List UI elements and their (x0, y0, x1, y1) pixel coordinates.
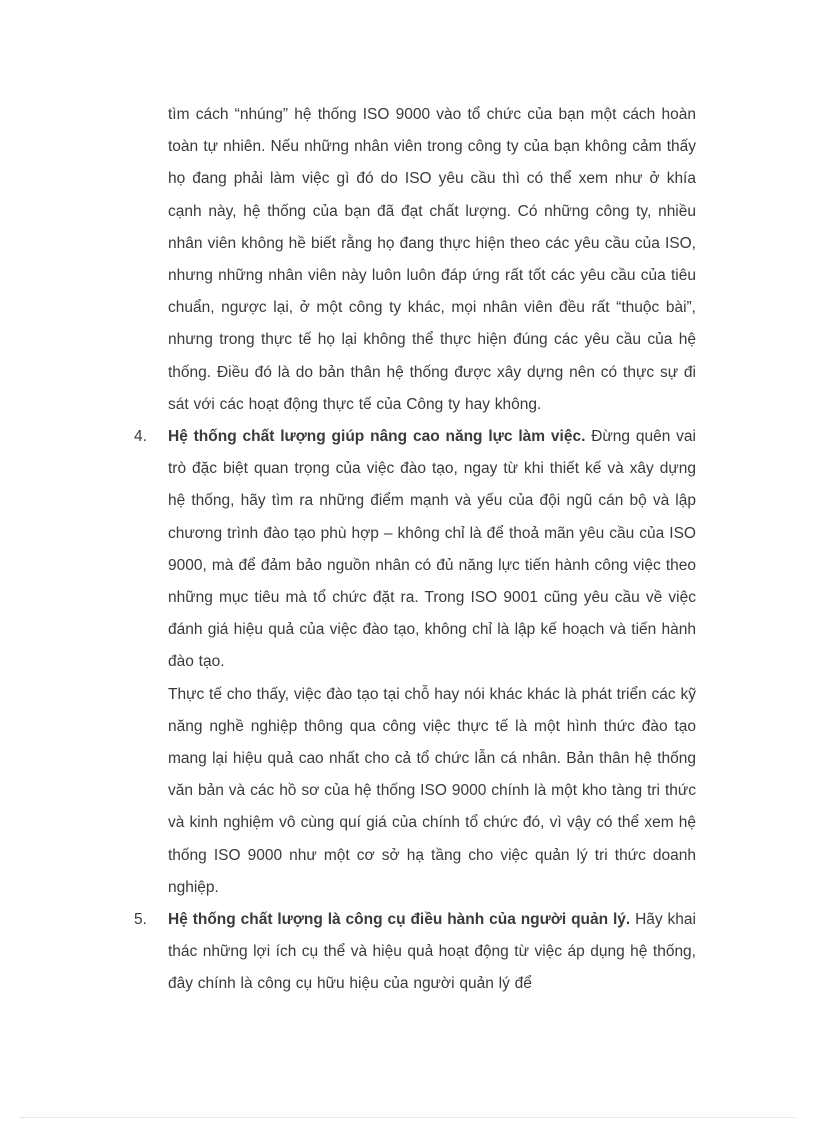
list-item-5 (134, 904, 696, 1001)
page-bottom-divider (20, 1117, 796, 1118)
intro-paragraph: tìm cách “nhúng” hệ thống ISO 9000 vào tổ chức của bạn một cách hoàn toàn tự nhiên. Nếu những nhân viên trong công ty của bạn không cảm thấy họ đang phải làm việc gì đó do ISO yêu cầu thì có thể xem như ở khía cạnh này, hệ thống của bạn đã đạt chất lượng. Có những công ty, nhiều nhân viên không hề biết rằng họ đang thực hiện theo các yêu cầu của ISO, nhưng những nhân viên này luôn luôn đáp ứng rất tốt các yêu cầu của tiêu chuẩn, ngược lại, ở một công ty khác, mọi nhân viên đều rất “thuộc bài”, nhưng trong thực tế họ lại không thể thực hiện đúng các yêu cầu của hệ thống. Điều đó là do bản thân hệ thống được xây dựng nên có thực sự đi sát với các hoạt động thực tế của Công ty hay không. (168, 106, 696, 413)
list-item-4 (134, 421, 696, 679)
list-item-5-text: Hãy khai thác những lợi ích cụ thể và hiệu quả hoạt động từ việc áp dụng hệ thống, đây chính là công cụ hữu hiệu của người quản lý để (168, 911, 696, 993)
list-item-4-heading: Hệ thống chất lượng giúp nâng cao năng lực làm việc. (168, 428, 586, 446)
list-item-4-number: 4. (134, 428, 147, 446)
list-item-5-heading: Hệ thống chất lượng là công cụ điều hành của người quản lý. (168, 911, 631, 929)
list-item-4-followup-paragraph: Thực tế cho thấy, việc đào tạo tại chỗ hay nói khác khác là phát triển các kỹ năng nghề nghiệp thông qua công việc thực tế là một hình thức đào tạo mang lại hiệu quả cao nhất cho cả tổ chức lẫn cá nhân. Bản thân hệ thống văn bản và các hồ sơ của hệ thống ISO 9000 chính là một kho tàng tri thức và kinh nghiệm vô cùng quí giá của chính tổ chức đó, vì vậy có thể xem hệ thống ISO 9000 như một cơ sở hạ tầng cho việc quản lý tri thức doanh nghiệp. (168, 685, 696, 896)
list-item-4-text: Đừng quên vai trò đặc biệt quan trọng của việc đào tạo, ngay từ khi thiết kế và xây dựng hệ thống, hãy tìm ra những điểm mạnh và yếu của đội ngũ cán bộ và lập chương trình đào tạo phù hợp – không chỉ là để thoả mãn yêu cầu của ISO 9000, mà để đảm bảo nguồn nhân có đủ năng lực tiến hành công việc theo những mục tiêu mà tổ chức đặt ra. Trong ISO 9001 cũng yêu cầu về việc đánh giá hiệu quả của việc đào tạo, không chỉ là lập kế hoạch và tiến hành đào tạo. (168, 428, 696, 671)
document-body (134, 99, 696, 1001)
list-item-5-number: 5. (134, 911, 147, 929)
